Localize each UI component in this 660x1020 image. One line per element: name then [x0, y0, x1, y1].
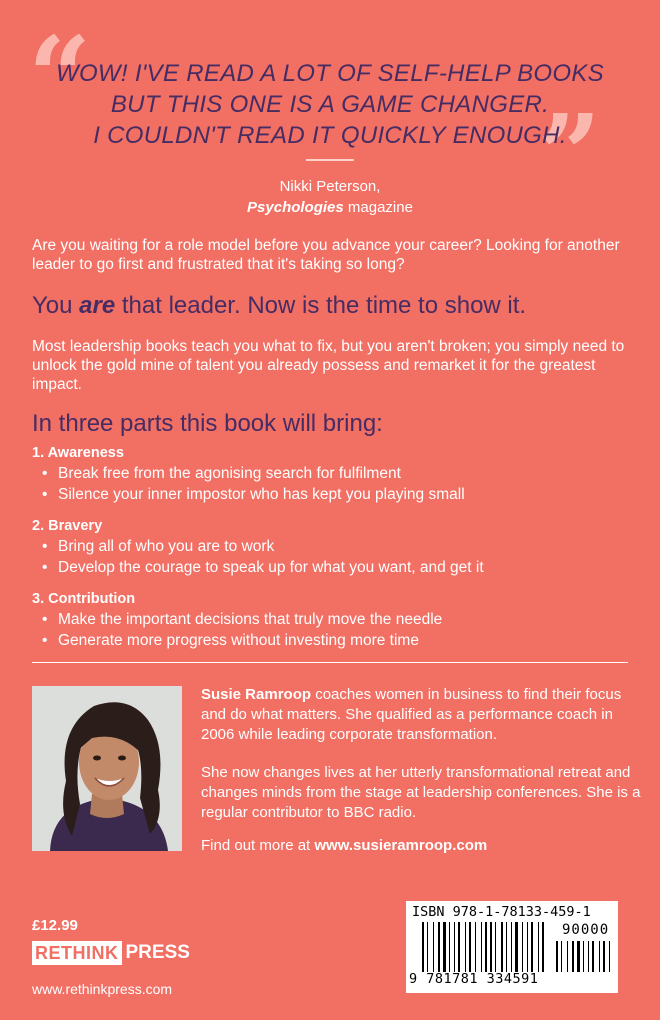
barcode-bar: [485, 922, 487, 972]
barcode-bar: [609, 941, 610, 972]
part-heading: 3. Contribution: [32, 591, 136, 607]
publisher-website[interactable]: www.rethinkpress.com: [32, 981, 173, 997]
part-heading: 2. Bravery: [32, 518, 103, 534]
barcode-bar: [438, 922, 440, 972]
headline-emphasis: are: [79, 292, 116, 319]
barcode-bar: [481, 922, 482, 972]
logo-press: PRESS: [125, 942, 190, 963]
barcode-bar: [538, 922, 539, 972]
barcode-bar: [465, 922, 466, 972]
quote-line: BUT THIS ONE IS A GAME CHANGER.: [110, 91, 550, 118]
isbn-text: ISBN 978-1-78133-459-1: [412, 904, 591, 920]
book-price: £12.99: [32, 917, 78, 934]
barcode-addon: 90000: [562, 922, 610, 938]
open-quote-icon: “: [28, 12, 92, 141]
point-text: Bring all of who you are to work: [58, 538, 275, 555]
author-bio: [201, 685, 641, 745]
author-name: Susie Ramroop: [201, 686, 312, 703]
author-photo: [32, 686, 182, 851]
find-out-more-text: Find out more at: [201, 837, 315, 854]
headline-start: You: [32, 292, 80, 319]
barcode-bar: [561, 941, 562, 972]
attribution-name: Nikki Peterson,: [279, 178, 381, 195]
point-text: Make the important decisions that truly move the needle: [58, 611, 443, 628]
point-text: Break free from the agonising search for fulfilment: [58, 465, 401, 482]
headline-end: that leader. Now is the time to show it.: [115, 292, 527, 319]
barcode-bar: [572, 941, 574, 972]
barcode-bar: [475, 922, 476, 972]
barcode-bar: [490, 922, 492, 972]
list-item: [32, 630, 632, 651]
author-link-line: [201, 836, 641, 856]
attribution-source: [130, 197, 530, 218]
part-points: [32, 463, 632, 505]
barcode: [406, 901, 618, 993]
publication-name: Psychologies: [247, 199, 344, 216]
barcode-bar: [556, 941, 558, 972]
author-bio-text: coaches women in business to find their focus and do what matters. She qualified as a performance coach in 2006 while leading corporate transformation.: [201, 686, 622, 743]
quote-divider: [306, 159, 354, 161]
barcode-bar: [422, 922, 424, 972]
barcode-bar: [427, 922, 428, 972]
barcode-bar: [458, 922, 460, 972]
section-divider: [32, 662, 628, 663]
bullet-icon: •: [42, 611, 48, 628]
list-item: [32, 463, 632, 484]
logo-rethink: RETHINK: [32, 941, 122, 965]
list-item: [32, 536, 632, 557]
barcode-bar: [583, 941, 584, 972]
bullet-icon: •: [42, 538, 48, 555]
part-heading: 1. Awareness: [32, 445, 124, 461]
author-bio-continued: She now changes lives at her utterly transformational retreat and changes minds from the stage at leadership conferences. She is a regular contributor to BBC radio.: [201, 764, 641, 821]
barcode-bar: [588, 941, 589, 972]
point-text: Generate more progress without investing more time: [58, 632, 419, 649]
ean-number: 9 781781 334591: [409, 971, 539, 987]
author-portrait-illustration: [32, 686, 182, 851]
bullet-icon: •: [42, 632, 48, 649]
barcode-bar: [515, 922, 518, 972]
part-bravery: [32, 517, 632, 578]
barcode-bar: [603, 941, 605, 972]
barcode-bar: [433, 922, 434, 972]
barcode-bar: [577, 941, 580, 972]
headline: [32, 291, 526, 321]
barcode-bar: [511, 922, 512, 972]
barcode-bar: [449, 922, 450, 972]
barcode-bar: [527, 922, 528, 972]
part-awareness: [32, 444, 632, 505]
list-item: [32, 557, 632, 578]
barcode-bar: [506, 922, 507, 972]
part-contribution: [32, 590, 632, 651]
quote-line: I COULDN'T READ IT QUICKLY ENOUGH.: [93, 122, 567, 149]
barcode-bar: [522, 922, 523, 972]
point-text: Develop the courage to speak up for what you want, and get it: [58, 559, 484, 576]
summary-paragraph: Most leadership books teach you what to fix, but you aren't broken; you simply need to unlock the gold mine of talent you already possess and remarket it for the greatest impact.: [32, 338, 625, 393]
intro-paragraph: Are you waiting for a role model before you advance your career? Looking for another leader to go first and frustrated that it's taking so long?: [32, 237, 620, 273]
list-item: [32, 609, 632, 630]
barcode-bar: [531, 922, 533, 972]
barcode-bar: [501, 922, 503, 972]
bullet-icon: •: [42, 465, 48, 482]
barcode-bar: [592, 941, 594, 972]
close-quote-icon: ”: [538, 90, 602, 219]
barcode-bar: [542, 922, 544, 972]
publication-suffix: magazine: [343, 199, 413, 216]
barcode-bar: [495, 922, 496, 972]
barcode-bar: [469, 922, 471, 972]
author-website-link[interactable]: www.susieramroop.com: [314, 837, 488, 854]
list-item: [32, 484, 632, 505]
publisher-logo: [32, 941, 190, 965]
parts-title: In three parts this book will bring:: [32, 410, 383, 437]
part-points: [32, 609, 632, 651]
quote-attribution: [130, 176, 530, 218]
barcode-bar: [599, 941, 600, 972]
quote-line: WOW! I'VE READ A LOT OF SELF-HELP BOOKS: [56, 60, 604, 87]
bullet-icon: •: [42, 559, 48, 576]
testimonial-quote: [40, 58, 620, 151]
barcode-bar: [567, 941, 568, 972]
part-points: [32, 536, 632, 578]
point-text: Silence your inner impostor who has kept you playing small: [58, 486, 465, 503]
bullet-icon: •: [42, 486, 48, 503]
barcode-bar: [454, 922, 455, 972]
barcode-bar: [443, 922, 446, 972]
